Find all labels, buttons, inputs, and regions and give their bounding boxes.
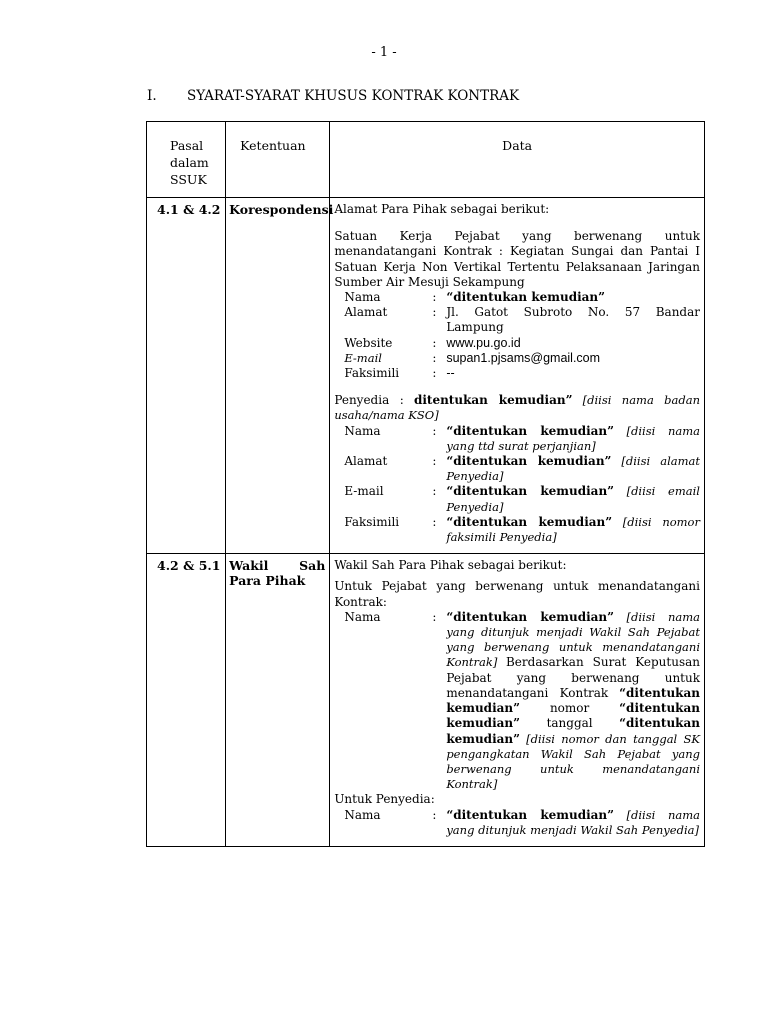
row1-alamat: Alamat : Jl. Gatot Subroto No. 57 Bandar Lampung <box>344 305 700 335</box>
row2-penyedia-nama: Nama : “ditentukan kemudian” [diisi nama yang ditunjuk menjadi Wakil Sah Penyedia] <box>344 807 700 837</box>
header-pasal-line1: Pasal <box>170 138 204 153</box>
section-number: I. <box>147 88 157 104</box>
section-heading <box>147 88 519 104</box>
row1-ketentuan: Korespondensi <box>226 198 330 554</box>
row1-data <box>330 198 705 554</box>
header-pasal <box>147 122 226 198</box>
row1-penyedia: Penyedia : ditentukan kemudian” [diisi nama badan usaha/nama KSO] <box>334 393 700 423</box>
page-number: - 1 - <box>371 45 397 60</box>
row1-nama: Nama : “ditentukan kemudian” <box>344 290 606 305</box>
table-row <box>147 198 705 554</box>
row1-penyedia-nama: Nama : “ditentukan kemudian” [diisi nama yang ttd surat perjanjian] <box>344 423 700 453</box>
row2-data <box>330 554 705 847</box>
row1-penyedia-alamat: Alamat : “ditentukan kemudian” [diisi alamat Penyedia] <box>344 454 700 484</box>
row2-penyedia: Untuk Penyedia: <box>334 792 435 807</box>
header-pasal-line3: SSUK <box>170 172 207 187</box>
row1-penyedia-faksimili: Faksimili : “ditentukan kemudian” [diisi nomor faksimili Penyedia] <box>344 514 700 545</box>
table-header-row <box>147 122 705 198</box>
row1-intro: Alamat Para Pihak sebagai berikut: <box>334 202 550 216</box>
section-title: SYARAT-SYARAT KHUSUS KONTRAK KONTRAK <box>187 88 520 104</box>
row1-email: E-mail : supan1.pjsams@gmail.com <box>344 350 601 365</box>
header-ketentuan: Ketentuan <box>226 122 330 198</box>
row2-pasal: 4.2 & 5.1 <box>147 554 226 847</box>
row2-nama: Nama : “ditentukan kemudian” [diisi nama yang ditunjuk menjadi Wakil Sah Pejabat yang berwenang untuk menandatangani Kontrak] Berdasarkan Surat Keputusan Pejabat yang berwenang untuk menandatangani Kontrak “ditentukan kemudian” nomor “ditentukan kemudian” tanggal “ditentukan kemudian” [diisi nomor dan tanggal SK pengangkatan Wakil Sah Pejabat yang berwenang untuk menandatangani Kontrak] <box>344 609 700 792</box>
ssuk-table <box>146 121 705 847</box>
row1-faksimili: Faksimili : -- <box>344 366 455 381</box>
header-pasal-line2: dalam <box>170 155 209 170</box>
row2-ketentuan: Wakil Sah Para Pihak <box>226 554 330 847</box>
row2-pejabat: Untuk Pejabat yang berwenang untuk menandatangani Kontrak: <box>334 579 700 609</box>
row1-pasal: 4.1 & 4.2 <box>147 198 226 554</box>
row1-website: Website : www.pu.go.id <box>344 335 521 350</box>
table-row <box>147 554 705 847</box>
row2-intro: Wakil Sah Para Pihak sebagai berikut: <box>334 558 567 573</box>
row1-satuan: Satuan Kerja Pejabat yang berwenang untuk menandatangani Kontrak : Kegiatan Sungai dan Pantai I Satuan Kerja Non Vertikal Tertentu Pelaksanaan Jaringan Sumber Air Mesuji Sekampung <box>334 229 700 289</box>
header-data: Data <box>330 122 705 198</box>
row1-penyedia-email: E-mail : “ditentukan kemudian” [diisi email Penyedia] <box>344 484 700 514</box>
